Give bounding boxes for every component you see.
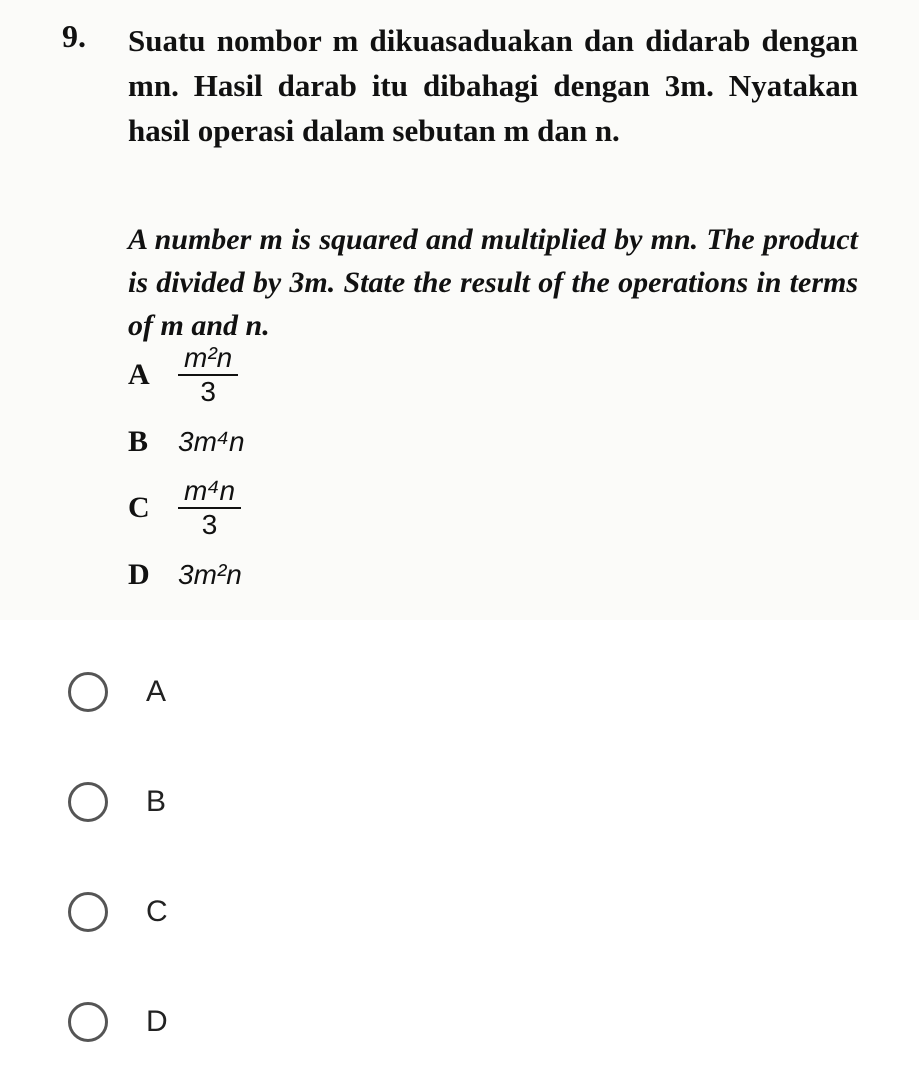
radio-circle-icon[interactable] xyxy=(68,1002,108,1042)
answer-radio-a[interactable]: A xyxy=(0,642,919,742)
answer-radio-d[interactable]: D xyxy=(0,972,919,1072)
question-number: 9. xyxy=(62,18,86,54)
option-c: C $\frac{\text{m⁴n}}{3}$ xyxy=(128,475,241,541)
question-text-english: A number m is squared and multiplied by mn. The product is divided by 3m. State the result of the operations in terms of m and n. xyxy=(128,223,858,342)
radio-circle-icon[interactable] xyxy=(68,782,108,822)
question-text-malay: Suatu nombor m dikuasaduakan dan didarab dengan mn. Hasil darab itu dibahagi dengan 3m. Nyatakan hasil operasi dalam sebutan m dan n. xyxy=(128,23,858,148)
answer-radio-b[interactable]: B xyxy=(0,752,919,852)
radio-circle-icon[interactable] xyxy=(68,892,108,932)
option-d: D 3m²n xyxy=(128,558,242,591)
answer-radio-c[interactable]: C xyxy=(0,862,919,962)
option-b: B 3m⁴n xyxy=(128,425,245,458)
radio-circle-icon[interactable] xyxy=(68,672,108,712)
option-a: A $\frac{\text{m²n}}{3}$ xyxy=(128,342,238,408)
